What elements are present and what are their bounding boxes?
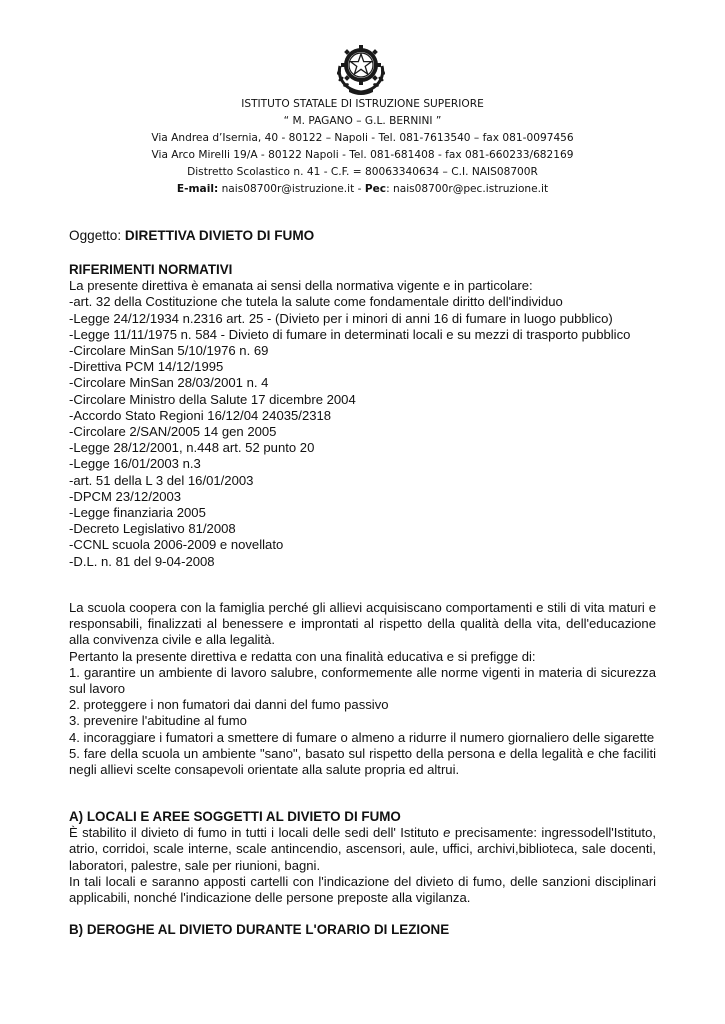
section-b-heading: B) DEROGHE AL DIVIETO DURANTE L'ORARIO DI LEZIONE xyxy=(69,922,450,937)
reference-item: -Legge 24/12/1934 n.2316 art. 25 - (Divieto per i minori di anni 16 di fumare in luogo pubblico) xyxy=(69,310,613,326)
section-a xyxy=(69,809,656,906)
section-a-emphasis: e xyxy=(443,825,451,841)
email-address: nais08700r@istruzione.it xyxy=(221,183,355,195)
references-section xyxy=(69,262,656,570)
reference-item: -Accordo Stato Regioni 16/12/04 24035/2318 xyxy=(69,407,332,423)
district-line: Distretto Scolastico n. 41 - C.F. = 80063340634 – C.I. NAIS08700R xyxy=(187,166,538,178)
goal-item: 4. incoraggiare i fumatori a smettere di fumare o almeno a ridurre il numero giornaliero delle sigarette xyxy=(69,729,655,745)
goal-item: 2. proteggere i non fumatori dai danni del fumo passivo xyxy=(69,697,389,713)
section-a-text: È stabilito il divieto di fumo in tutti i locali delle sedi dell' Istituto xyxy=(69,825,444,841)
pec-address: : nais08700r@pec.istruzione.it xyxy=(386,183,549,195)
section-a-heading: A) LOCALI E AREE SOGGETTI AL DIVIETO DI FUMO xyxy=(69,809,401,824)
references-intro: La presente direttiva è emanata ai sensi della normativa vigente e in particolare: xyxy=(69,278,533,294)
purpose-intro: Pertanto la presente direttiva e redatta con una finalità educativa e si prefigge di: xyxy=(69,648,536,664)
reference-item: -D.L. n. 81 del 9-04-2008 xyxy=(69,553,215,569)
section-b xyxy=(69,922,656,938)
goal-item: 1. garantire un ambiente di lavoro salubre, conformemente alle norme vigenti in materia di sicurezza sul lavoro xyxy=(69,664,656,697)
reference-item: -art. 32 della Costituzione che tutela la salute come fondamentale diritto dell'individuo xyxy=(69,294,563,310)
subject-title: DIRETTIVA DIVIETO DI FUMO xyxy=(124,228,315,243)
purpose-paragraph: La scuola coopera con la famiglia perché gli allievi acquisiscano comportamenti e stili di vita maturi e responsabili, finalizzati al benessere e improntati al rispetto della qualità della vita, dell'educazione alla convivenza civile e alla legalità. xyxy=(69,600,656,648)
reference-item: -CCNL scuola 2006-2009 e novellato xyxy=(69,537,284,553)
purpose-section xyxy=(69,600,656,778)
references-heading: RIFERIMENTI NORMATIVI xyxy=(69,262,233,277)
section-a-text: precisamente: ingressodell'Istituto, atrio, corridoi, scale interne, scale antincendio, ascensori, aule, uffici, archivi,biblioteca, sale docenti, laboratori, palestre, sale per riunioni, bagni. xyxy=(69,825,656,873)
contact-line xyxy=(0,181,725,198)
reference-item: -Legge 28/12/2001, n.448 art. 52 punto 20 xyxy=(69,440,315,456)
reference-item: -Circolare MinSan 5/10/1976 n. 69 xyxy=(69,343,269,359)
pec-separator: - xyxy=(354,183,365,195)
reference-item: -art. 51 della L 3 del 16/01/2003 xyxy=(69,472,254,488)
goal-item: 3. prevenire l'abitudine al fumo xyxy=(69,713,247,729)
subject-line xyxy=(69,228,656,244)
reference-item: -Legge 11/11/1975 n. 584 - Divieto di fumare in determinati locali e su mezzi di trasporto pubblico xyxy=(69,326,631,342)
reference-item: -Legge finanziaria 2005 xyxy=(69,505,206,521)
school-name: “ M. PAGANO – G.L. BERNINI ” xyxy=(283,115,442,127)
section-a-paragraph-2: In tali locali e saranno apposti cartelli con l'indicazione del divieto di fumo, delle sanzioni disciplinari applicabili, nonché l'indicazione delle persone preposte alla vigilanza. xyxy=(69,873,656,906)
reference-item: -Circolare 2/SAN/2005 14 gen 2005 xyxy=(69,424,277,440)
subject-label: Oggetto: xyxy=(69,228,125,243)
reference-item: -Direttiva PCM 14/12/1995 xyxy=(69,359,224,375)
address-line-1: Via Andrea d’Isernia, 40 - 80122 – Napoli - Tel. 081-7613540 – fax 081-0097456 xyxy=(151,132,574,144)
email-label: E-mail: xyxy=(176,183,219,195)
pec-label: Pec xyxy=(364,183,387,195)
reference-item: -Legge 16/01/2003 n.3 xyxy=(69,456,201,472)
reference-item: -Circolare MinSan 28/03/2001 n. 4 xyxy=(69,375,269,391)
reference-item: -DPCM 23/12/2003 xyxy=(69,488,182,504)
reference-item: -Decreto Legislativo 81/2008 xyxy=(69,521,236,537)
section-a-paragraph-1 xyxy=(69,825,656,874)
emblem-of-italy-icon xyxy=(331,36,391,96)
address-line-2: Via Arco Mirelli 19/A - 80122 Napoli - Tel. 081-681408 - fax 081-660233/682169 xyxy=(151,149,574,161)
institute-name: ISTITUTO STATALE DI ISTRUZIONE SUPERIORE xyxy=(241,98,484,110)
reference-item: -Circolare Ministro della Salute 17 dicembre 2004 xyxy=(69,391,356,407)
goal-item: 5. fare della scuola un ambiente "sano", basato sul rispetto della persona e della legalità e che faciliti negli allievi scelte consapevoli orientate alla salute propria ed altrui. xyxy=(69,745,656,778)
